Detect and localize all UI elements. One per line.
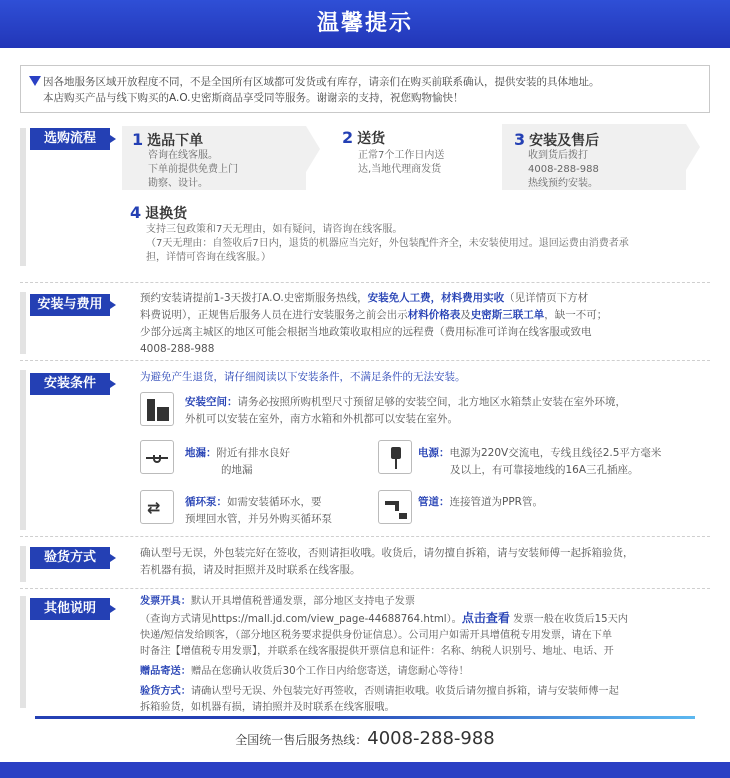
step-3-title: 3 安装及售后: [514, 130, 600, 149]
divider: [20, 360, 710, 361]
install-cond-intro: 为避免产生退货，请仔细阅读以下安装条件，不满足条件的无法安装。: [140, 371, 466, 383]
step-1-title: 1 选品下单: [132, 130, 204, 149]
inspection-text: 确认型号无误，外包装完好在签收，否则请拒收哦。收货后，请勿擅自拆箱，请与安装师傅一起拆箱验货， 若机器有损，请及时拒照并及时联系在线客服。: [140, 547, 634, 576]
power-text: 电源：电源为220V交流电，专线且线径2.5平方毫米 及以上，有可靠接地线的16A三孔插座。: [418, 447, 662, 476]
pump-text: 循环泵：如需安装循环水，要 预埋回水管，并另外购买循环泵: [185, 496, 332, 525]
circulation-pump-icon: ⇄: [140, 490, 174, 524]
step-2-desc: 正常7个工作日内送 达,当地代理商发货: [358, 150, 445, 175]
step-4-title: 4 退换货: [130, 203, 188, 222]
divider: [20, 282, 710, 283]
step-4-desc: 支持三包政策和7天无理由，如有疑问，请咨询在线客服。 （7天无理由：自签收后7日内，退货的机器应当完好，外包装配件齐全，未安装使用过。退回运费由消费者承 担，详情可咨询在线客服。）: [146, 224, 629, 263]
pipe-faucet-icon: [378, 490, 412, 524]
power-plug-icon: [378, 440, 412, 474]
section-label-inspection: 验货方式: [30, 547, 110, 569]
notice-line-1: 因各地服务区域开放程度不同，不是全国所有区域都可发货或有库存，请亲们在购买前联系确认，提供安装的具体地址。: [43, 76, 600, 88]
step-2-title: 2 送货: [342, 128, 386, 147]
notice-line-2: 本店购买产品与线下购买的A.O.史密斯商品享受同等服务。谢谢亲的支持，祝您购物愉快！: [43, 92, 464, 104]
section-accent: [20, 596, 26, 708]
footer-bar: [0, 762, 730, 778]
view-invoice-link[interactable]: 点击查看: [461, 611, 510, 625]
space-text: 安装空间：请务必按照所购机型尺寸预留足够的安装空间，北方地区水箱禁止安装在室外环境， 外机可以安装在室外，南方水箱和外机都可以安装在室外。: [185, 396, 626, 425]
section-label-other: 其他说明: [30, 598, 110, 620]
triangle-down-icon: [29, 76, 41, 86]
floor-drain-text: 地漏：附近有排水良好 的地漏: [185, 447, 290, 476]
floor-drain-icon: [140, 440, 174, 474]
section-label-install-cond: 安装条件: [30, 373, 110, 395]
section-accent: [20, 546, 26, 582]
space-icon: [140, 392, 174, 426]
other-text: 发票开具：默认开具增值税普通发票，部分地区支持电子发票 （查询方式请见https://mall.jd.com/view_page-44688764.html）。点击查看 发票一般在收货后15天内 快递/短信发给顾客，（部分地区税务要求提供身份证信息）。公司用户如需开具增值税专用发票，请在下单 时备注【增值税专用发票】，并联系在线客服提供开票信息和证件：名称、纳税人识别号、地址、电话、开 赠品寄送：赠品在您确认收货后30个工作日内给您寄送，请您耐心等待！ 验货方式：请确认型号无误、外包装完好再签收，否则请拒收哦。收货后请勿擅自拆箱，请与安装师傅一起 拆箱验货，如机器有损，请拍照并及时联系在线客服哦。: [140, 596, 628, 713]
hotline-number: 4008-288-988: [367, 728, 495, 749]
step-3-desc: 收到货后拨打 4008-288-988 热线预约安装。: [528, 150, 599, 189]
pipe-text: 管道：连接管道为PPR管。: [418, 496, 543, 508]
step-1-desc: 咨询在线客服。 下单前提供免费上门 勘察、设计。: [148, 150, 238, 189]
section-accent: [20, 370, 26, 530]
section-accent: [20, 128, 26, 266]
notice-box: [20, 65, 710, 113]
divider: [20, 588, 710, 589]
page-title: 温馨提示: [0, 0, 730, 48]
footer-divider: [35, 716, 695, 719]
section-accent: [20, 292, 26, 354]
section-label-purchase: 选购流程: [30, 128, 110, 150]
section-label-install-fee: 安装与费用: [30, 294, 110, 316]
install-fee-text: 预约安装请提前1-3天拨打A.O.史密斯服务热线，安装免人工费，材料费用实收（见详情页下方材 料费说明），正规售后服务人员在进行安装服务之前会出示材料价格表及史密斯三联工单，缺一不可； 少部分远离主城区的地区可能会根据当地政策收取相应的远程费（费用标准可详询在线客服或致电 4008-288-988: [140, 292, 608, 355]
divider: [20, 536, 710, 537]
hotline: 全国统一售后服务热线：4008-288-988: [235, 728, 495, 749]
